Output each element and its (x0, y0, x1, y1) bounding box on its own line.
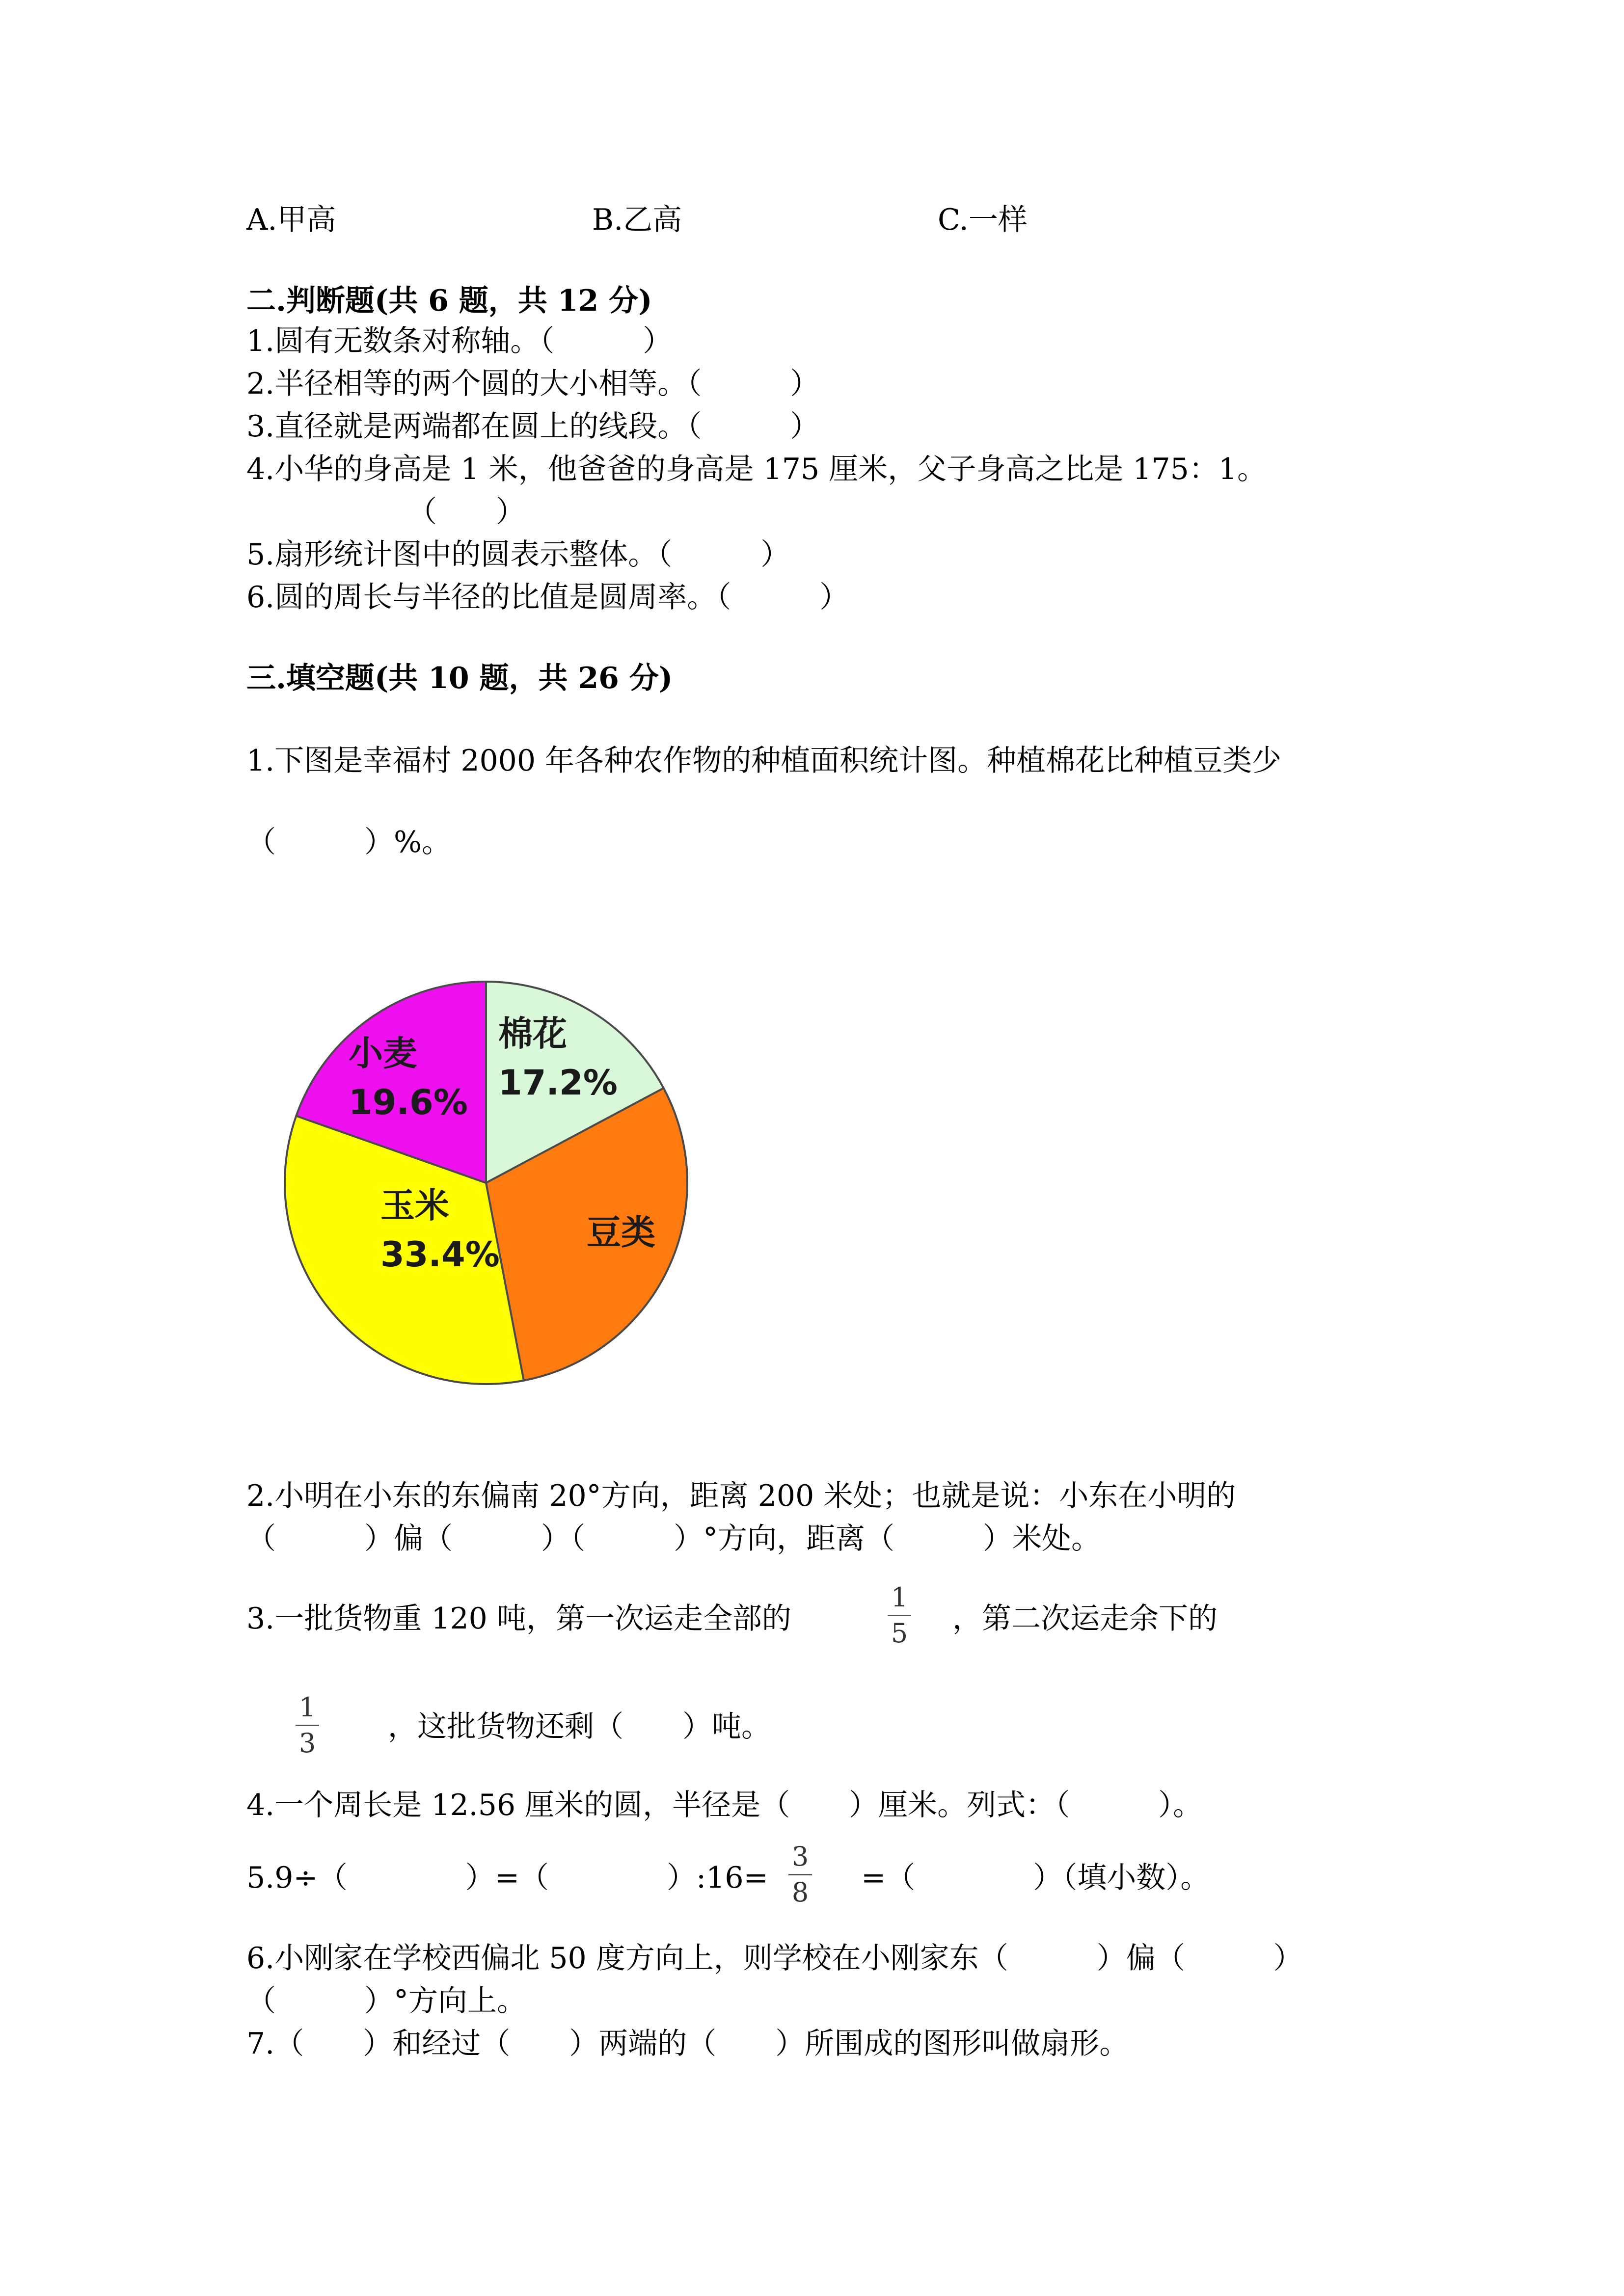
fraction-numerator: 1 (891, 1582, 908, 1613)
fill-q5-part2: =（ ）（填小数）。 (861, 1861, 1210, 1895)
pie-label-name: 玉米 (380, 1185, 449, 1226)
judge-item-4-blank: （ ） (407, 495, 525, 529)
pie-label-percent: 33.4% (380, 1234, 500, 1275)
section3-title: 三.填空题(共 10 题，共 26 分) (246, 661, 673, 695)
fill-q1-line2: （ ）%。 (246, 825, 452, 859)
fraction-numerator: 3 (791, 1841, 809, 1872)
fraction-three-eighths (785, 1843, 815, 1906)
fraction-bar (296, 1725, 319, 1726)
pie-label-name: 豆类 (587, 1212, 655, 1253)
judge-item-6: 6.圆的周长与半径的比值是圆周率。（ ） (246, 580, 849, 614)
fraction-numerator: 1 (298, 1692, 316, 1723)
pie-label-percent: 19.6% (349, 1082, 468, 1122)
judge-item-3: 3.直径就是两端都在圆上的线段。（ ） (246, 409, 820, 444)
fraction-denominator: 8 (791, 1877, 809, 1908)
fill-q5-part1: 5.9÷（ ）=（ ）:16= (246, 1861, 768, 1895)
choice-c: C.一样 (938, 203, 1028, 237)
fill-q1-line1: 1.下图是幸福村 2000 年各种农作物的种植面积统计图。种植棉花比种植豆类少 (246, 744, 1282, 778)
fraction-one-fifth (885, 1584, 914, 1647)
judge-item-4: 4.小华的身高是 1 米，他爸爸的身高是 175 厘米，父子身高之比是 175：1。 (246, 452, 1267, 486)
fill-q2-line2: （ ）偏（ ）（ ）°方向，距离（ ）米处。 (246, 1522, 1101, 1556)
fill-q3-part2: ，第二次运走余下的 (952, 1602, 1218, 1636)
pie-label-name: 棉花 (498, 1014, 567, 1054)
fraction-denominator: 5 (891, 1618, 908, 1649)
pie-label-name: 小麦 (349, 1033, 417, 1073)
fraction-denominator: 3 (298, 1728, 316, 1759)
fill-q4: 4.一个周长是 12.56 厘米的圆，半径是（ ）厘米。列式：（ ）。 (246, 1788, 1203, 1822)
crop-area-pie-chart (275, 972, 697, 1394)
judge-item-5: 5.扇形统计图中的圆表示整体。（ ） (246, 537, 790, 572)
fill-q3-part1: 3.一批货物重 120 吨，第一次运走全部的 (246, 1602, 791, 1636)
fill-q2-line1: 2.小明在小东的东偏南 20°方向，距离 200 米处；也就是说：小东在小明的 (246, 1479, 1236, 1513)
section2-title: 二.判断题(共 6 题，共 12 分) (246, 284, 652, 318)
fraction-one-third (293, 1694, 322, 1757)
fill-q6-line1: 6.小刚家在学校西偏北 50 度方向上，则学校在小刚家东（ ）偏（ ） (246, 1941, 1303, 1976)
judge-item-2: 2.半径相等的两个圆的大小相等。（ ） (246, 367, 820, 401)
fraction-bar (788, 1874, 812, 1875)
fill-q3-part3: ，这批货物还剩（ ）吨。 (388, 1709, 771, 1744)
fill-q7: 7.（ ）和经过（ ）两端的（ ）所围成的图形叫做扇形。 (246, 2027, 1129, 2061)
choice-a: A.甲高 (246, 203, 336, 237)
pie-label-percent: 17.2% (498, 1063, 618, 1103)
fraction-bar (888, 1615, 911, 1616)
choice-b: B.乙高 (592, 203, 682, 237)
fill-q6-line2: （ ）°方向上。 (246, 1984, 526, 2018)
judge-item-1: 1.圆有无数条对称轴。（ ） (246, 324, 673, 358)
